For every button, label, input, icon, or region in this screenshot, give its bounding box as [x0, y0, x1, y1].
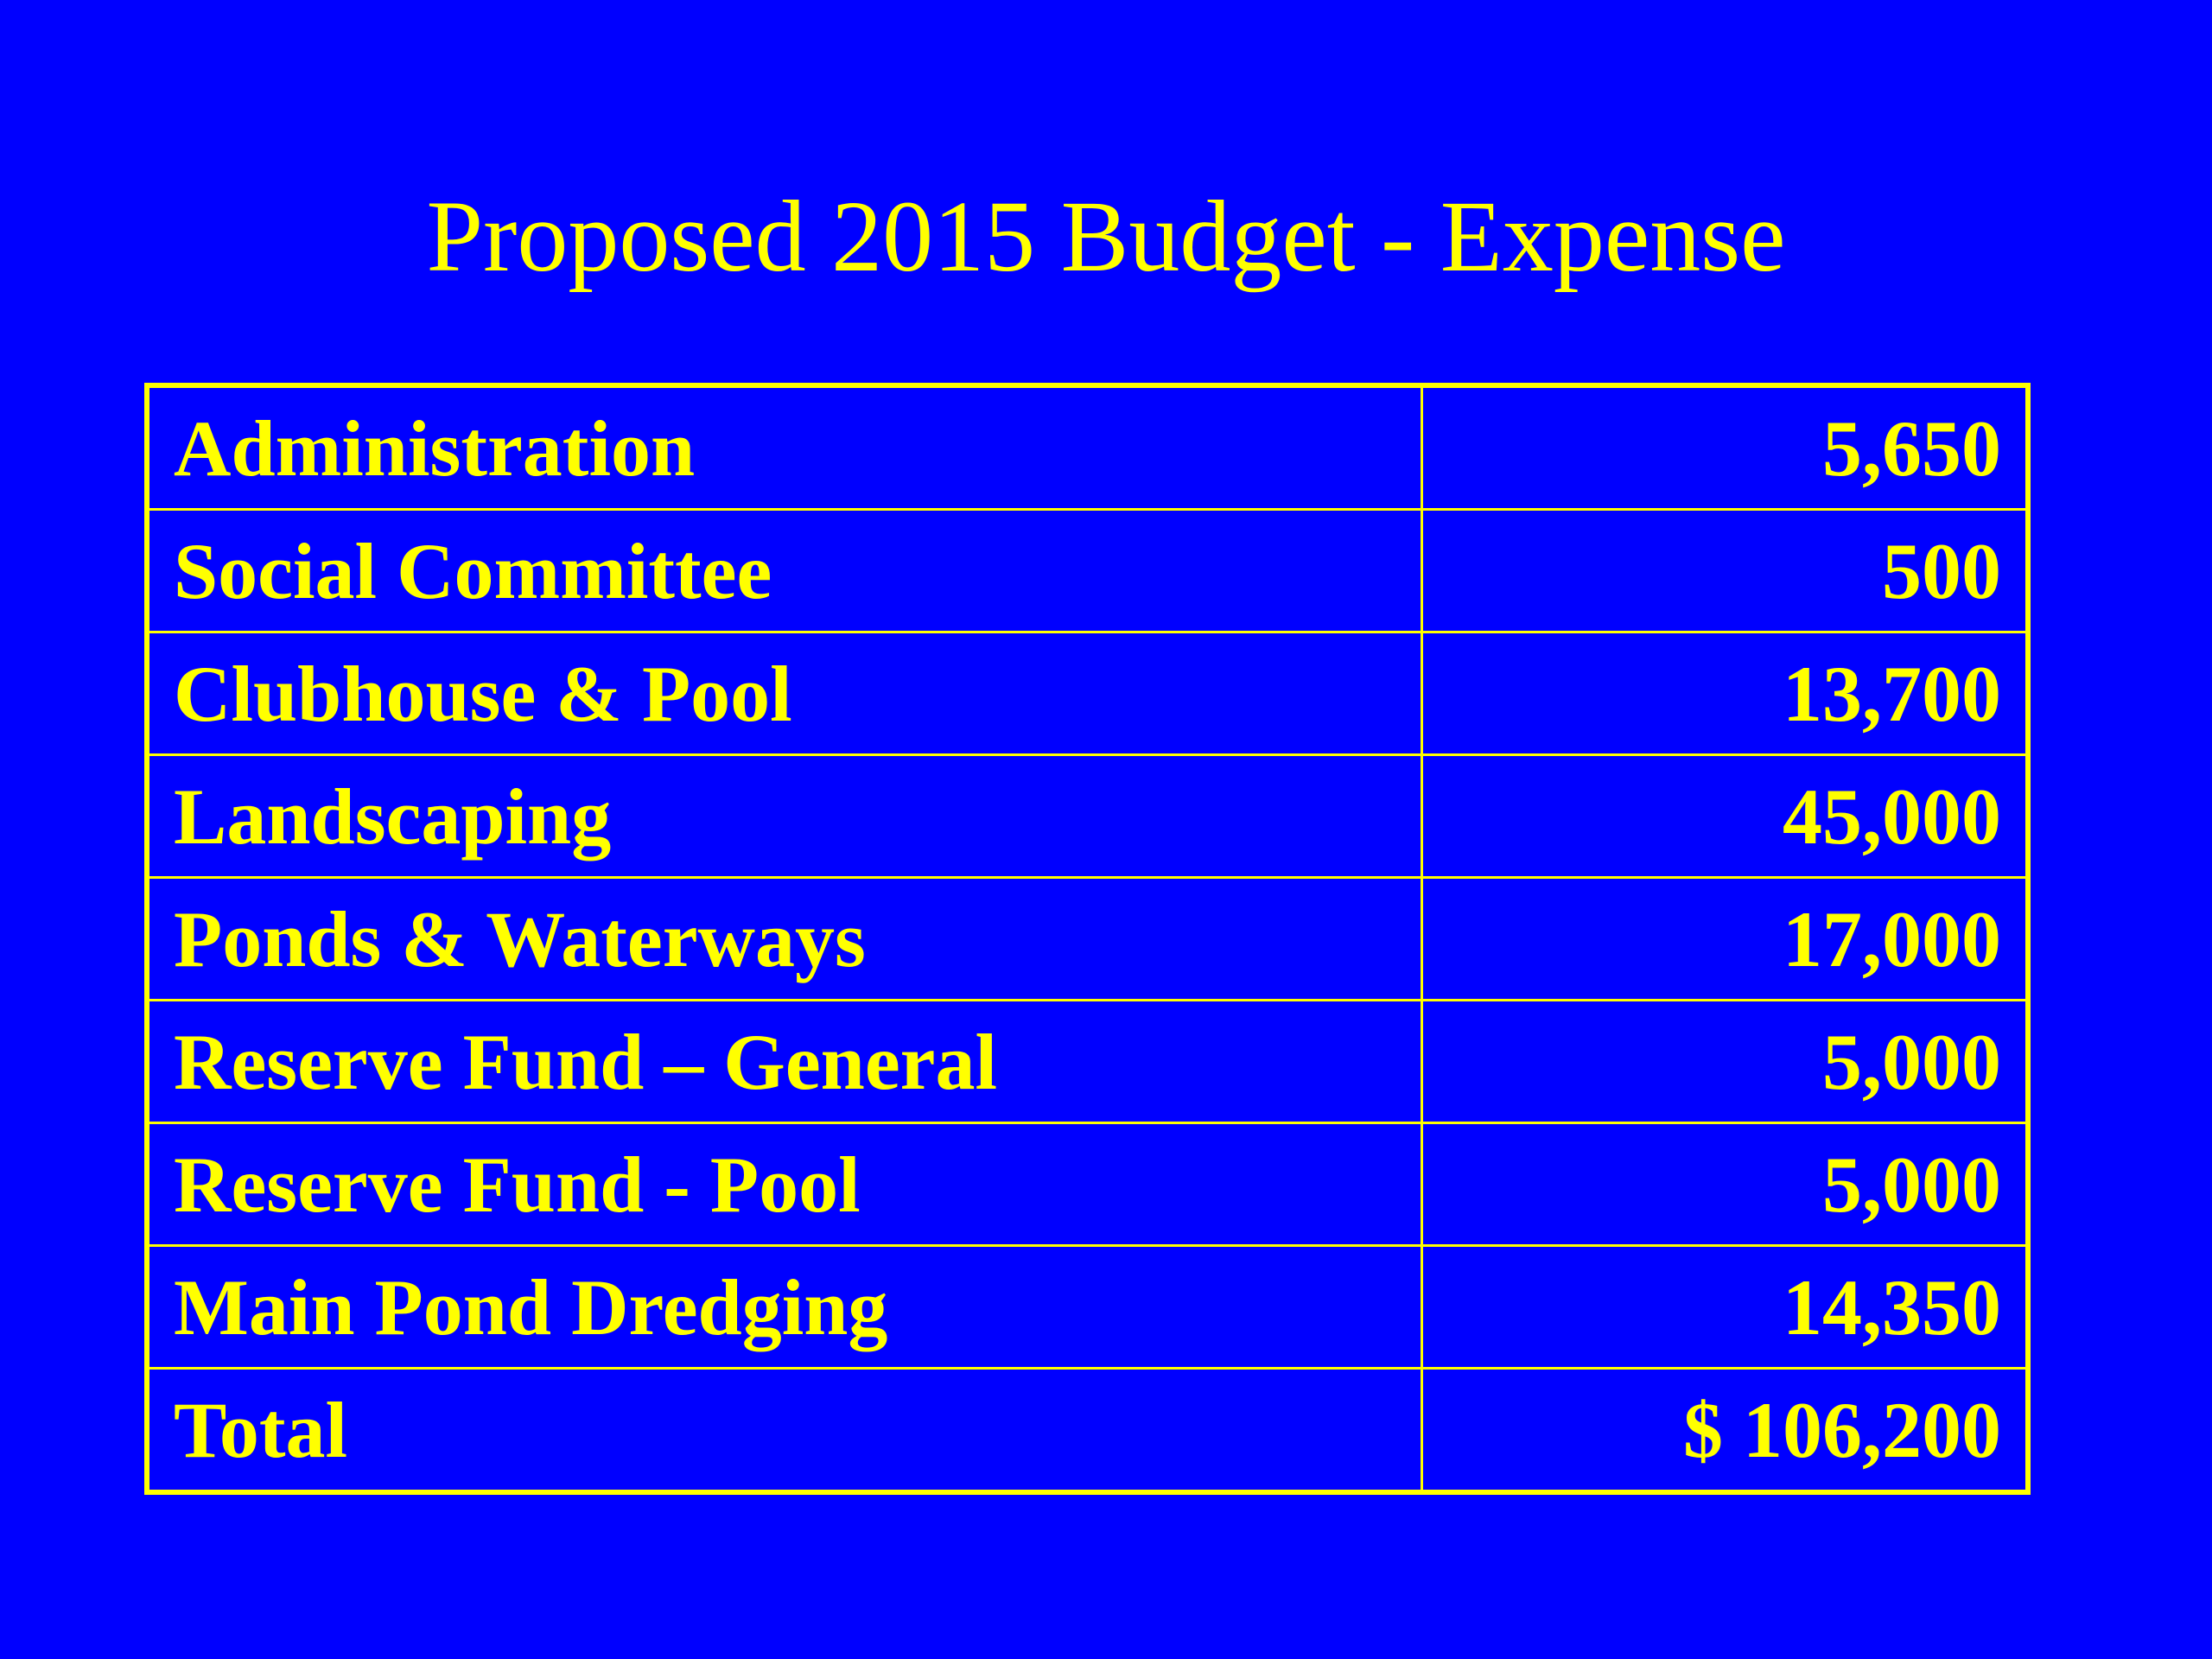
table-row [147, 755, 2028, 878]
table-row [147, 510, 2028, 632]
expense-label: Landscaping [147, 755, 1422, 878]
expense-amount: 14,350 [1422, 1246, 2029, 1369]
expense-amount: 500 [1422, 510, 2029, 632]
expense-label: Reserve Fund - Pool [147, 1123, 1422, 1246]
expense-amount: 5,000 [1422, 1123, 2029, 1246]
expense-label: Main Pond Dredging [147, 1246, 1422, 1369]
expense-label: Clubhouse & Pool [147, 632, 1422, 755]
expense-label: Social Committee [147, 510, 1422, 632]
budget-table [144, 383, 2031, 1495]
table-row [147, 1123, 2028, 1246]
expense-amount: 45,000 [1422, 755, 2029, 878]
expense-label: Administration [147, 385, 1422, 510]
expense-amount: 5,000 [1422, 1001, 2029, 1123]
expense-amount: 5,650 [1422, 385, 2029, 510]
slide-title: Proposed 2015 Budget - Expense [426, 180, 1786, 293]
table-row [147, 878, 2028, 1001]
expense-amount: 17,000 [1422, 878, 2029, 1001]
table-row [147, 1001, 2028, 1123]
total-amount: $ 106,200 [1422, 1369, 2029, 1493]
expense-label: Ponds & Waterways [147, 878, 1422, 1001]
table-row [147, 632, 2028, 755]
table-row [147, 1246, 2028, 1369]
total-label: Total [147, 1369, 1422, 1493]
expense-amount: 13,700 [1422, 632, 2029, 755]
expense-label: Reserve Fund – General [147, 1001, 1422, 1123]
table-row [147, 385, 2028, 510]
total-row [147, 1369, 2028, 1493]
